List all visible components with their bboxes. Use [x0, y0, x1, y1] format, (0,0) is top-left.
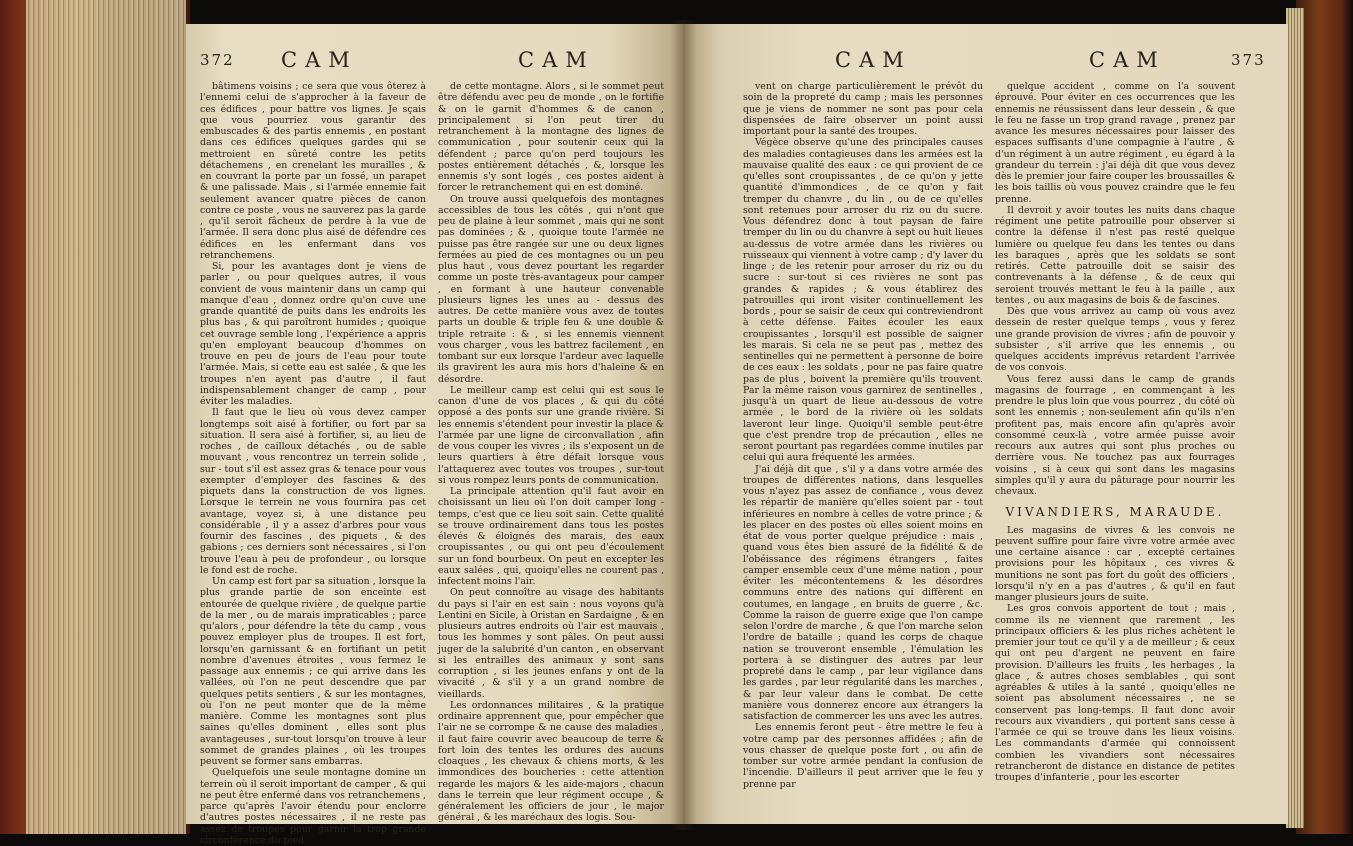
paragraph: J'ai déjà dit que , s'il y a dans votre armée des troupes de différentes nations, dans lesquelles vous n'ayez pas assez de confiance , vous devez les répartir de manière qu'elles soient par - tout inférieures en nombre à celles de votre prince ; & les placer en des postes où elles soient moins en état de vous porter quelque préjudice : mais , quand vous êtes bien assuré de la fidélité & de l'obéissance des régimens étrangers , faites camper ensemble ceux d'une même nation , pour éviter les mécontentemens & les désordres communs entre des nations qui diffèrent en coutumes, en langage , en bruits de guerre , &c. Comme la raison de guerre exige que l'on campe selon l'ordre de marche , & que l'on marche selon l'ordre de bataille ; quand les corps de chaque nation se trouveront ensemble , l'émulation les portera à se distinguer des autres par leur propreté dans le camp , par leur vigilance dans les gardes , par leur régularité dans les marches , & par leur valeur dans le combat. De cette manière vous donnerez encore aux étrangers la satisfaction de commercer les uns avec les autres.	[743, 463, 983, 722]
paragraph: Les magasins de vivres & les convois ne peuvent suffire pour faire vivre votre armée avec une certaine aisance : car , excepté certaines provisions pour les hôpitaux , ces vivres & munitions ne sont pas fort du goût des officiers , lorsqu'il n'y en a pas d'autres , & qu'il en faut manger plusieurs jours de suite.	[995, 524, 1235, 603]
left-column-1	[200, 81, 426, 846]
right-column-1	[743, 81, 983, 790]
book-gutter	[670, 20, 696, 830]
paragraph: de cette montagne. Alors , si le sommet peut être défendu avec peu de monde , on le fortifie & on le garnit d'hommes & de canon , principalement si l'on peut tirer du retranchement à la montagne des lignes de communication , pour soutenir ceux qui la défendent ; parce qu'on perd toujours les postes entièrement détachés , &, lorsque les ennemis s'y sont logés , ces postes aident à forcer le retranchement qui en est dominé.	[438, 81, 664, 194]
paragraph: Végèce observe qu'une des principales causes des maladies contagieuses dans les armées est la mauvaise qualité des eaux : ce qui provient de ce qu'elles sont croupissantes , de ce qu'on y jette quantité d'immondices , de ce qu'on y fait tremper du chanvre , du lin , ou de ce qu'elles sont retenues pour arroser du riz ou du sucre. Vous défendrez donc à tout paysan de faire tremper du lin ou du chanvre à sept ou huit lieues au-dessus de votre armée dans les rivières ou ruisseaux qui viennent à votre camp ; d'y laver du linge ; de les retenir pour arroser du riz ou du sucre : sur-tout si ces rivières ne sont pas grandes & rapides ; & vous établirez des patrouilles qui iront visiter continuellement les bords , pour se saisir de ceux qui contreviendront à cette défense. Faites écouler les eaux croupissantes , lorsqu'il est possible de saigner les marais. Si cela ne se peut pas , mettez des sentinelles qui ne permettent à personne de boire de ces eaux : les soldats , pour ne pas faire quatre pas de plus , boivent la première qu'ils trouvent. Par la même raison vous garnirez de sentinelles , jusqu'à un quart de lieue au-dessous de votre armée , le bord de la rivière où les soldats laveront leur linge. Quoiqu'il semble peut-être que c'est prendre trop de précaution , elles ne seront pourtant pas regardées comme inutiles par celui qui aura fréquenté les armées.	[743, 137, 983, 464]
left-page-edges	[26, 0, 186, 834]
left-running-head-1: CAM	[281, 48, 358, 72]
left-page-number: 372	[200, 51, 235, 69]
paragraph: Un camp est fort par sa situation , lorsque la plus grande partie de son enceinte est entourée de quelque rivière , de quelque partie de la mer , ou de marais impraticables ; parce qu'alors , pour défendre la tête du camp , vous pouvez employer plus de troupes. Il est fort, lorsqu'en garnissant & en fortifiant un petit nombre d'avenues étroites , vous fermez le passage aux ennemis ; ce qui arrive dans les vallées, où l'on ne peut descendre que par quelques petits sentiers , & sur les montagnes, où l'on ne peut monter que de la même manière. Comme les montagnes sont plus saines qu'elles dominent , elles sont plus avantageuses , sur-tout lorsqu'on trouve à leur sommet de grandes plaines , où les troupes peuvent se former sans embarras.	[200, 576, 426, 767]
paragraph: Quelquefois une seule montagne domine un terrein où il seroit important de camper , & qui ne peut être enfermé dans vos retranchemens , parce qu'après l'avoir étendu pour enclorre d'autres postes nécessaires , il ne reste pas assez de troupes pour garnir la trop grande circonférence du pied	[200, 767, 426, 846]
paragraph: On trouve aussi quelquefois des montagnes accessibles de tous les côtés , qui n'ont que peu de plaine à leur sommet , mais qui ne sont pas dominées ; & , quoique toute l'armée ne puisse pas être rangée sur une ou deux lignes fermées au pied de ces montagnes ou un peu plus haut , vous devez pourtant les regarder comme un poste très-avantageux pour camper , en formant à une hauteur convenable plusieurs lignes les unes au - dessus des autres. De cette manière vous avez de toutes parts un double & triple feu & une double & triple retraite : & , si les ennemis viennent vous charger , vous les battrez facilement , en tombant sur eux lorsque l'ardeur avec laquelle ils gravirent les aura mis hors d'haleine & en désordre.	[438, 193, 664, 385]
paragraph: On peut connoître au visage des habitants du pays si l'air en est sain : nous voyons qu'à Lentini en Sicile, à Oristan en Sardaigne , & en plusieurs autres endroits où l'air est mauvais , tous les hommes y sont pâles. On peut aussi juger de la salubrité d'un canton , en observant si les entrailles des animaux y sont sans corruption , si les jeunes enfans y ont de la vivacité , & s'il y a un grand nombre de vieillards.	[438, 587, 664, 700]
left-column-2	[438, 81, 664, 824]
right-binding	[1296, 0, 1353, 834]
paragraph: bâtimens voisins ; ce sera que vous ôterez à l'ennemi celui de s'approcher à la faveur de ces édifices , pour battre vos lignes. Je sçais que vous pourriez vous garantir des embuscades & des partis ennemis , en postant dans ces édifices quelques gardes qui se mettroient en sûreté contre les petits détachemens , en crenelant les murailles , & en couvrant la porte par un fossé, un parapet & une palissade. Mais , si l'armée ennemie fait seulement avancer quatre pièces de canon contre ce poste , vous ne sauverez pas la garde , qu'il seroit fâcheux de perdre à la vue de l'armée. Il sera donc plus aisé de défendre ces édifices en les enfermant dans vos retranchemens.	[200, 81, 426, 261]
right-running-head-1: CAM	[835, 48, 912, 72]
paragraph: Le meilleur camp est celui qui est sous le canon d'une de vos places , & qui du côté opposé a des ponts sur une grande rivière. Si les ennemis s'étendent pour investir la place & l'armée par une ligne de circonvallation , afin de vous couper les vivres ; ils s'exposent un de leurs quartiers à être défait lorsque vous l'attaquerez avec toutes vos troupes , sur-tout si vous rompez leurs ponts de communication.	[438, 384, 664, 486]
paragraph: Il devroit y avoir toutes les nuits dans chaque régiment une petite patrouille pour observer si contre la défense il n'est pas resté quelque lumière ou quelque feu dans les tentes ou dans les baraques , après que les soldats se sont retirés. Cette patrouille doit se saisir des contrevenants à la défense , & de ceux qui seroient trouvés mettant le feu à la paille , aux tentes , ou aux magasins de bois & de fascines.	[995, 204, 1235, 306]
right-page-number: 373	[1231, 51, 1266, 69]
paragraph: Les ordonnances militaires , & la pratique ordinaire apprennent que, pour empêcher que l'air ne se corrompe & ne cause des maladies , il faut faire couvrir avec beaucoup de terre & fort loin des tentes les ordures des aucuns cloaques , les chevaux & chiens morts, & les immondices des boucheries : cette attention regarde les majors & les aide-majors , chacun dans le terrein que leur régiment occupe , & généralement les officiers de jour , le major général , & les maréchaux des logis. Sou-	[438, 699, 664, 824]
paragraph: Si, pour les avantages dont je viens de parler , ou pour quelques autres, il vous convient de vous maintenir dans un camp qui manque d'eau , donnez ordre qu'on cuve une grande quantité de puits dans les endroits les plus bas , & qui paroîtront humides ; quoique cet ouvrage semble long , l'expérience a appris qu'en employant beaucoup d'hommes on trouve en peu de jours de l'eau pour toute l'armée. Mais, si cette eau est salée , & que les troupes n'en ayent pas d'autre , il faut indispensablement changer de camp , pour éviter les maladies.	[200, 261, 426, 407]
right-column-2	[995, 81, 1235, 783]
paragraph: quelque accident , comme on l'a souvent éprouvé. Pour éviter en ces occurrences que les ennemis ne réussissent dans leur dessein , & que le feu ne fasse un trop grand ravage , prenez par avance les mesures nécessaires pour laisser des espaces suffisants d'une compagnie à l'autre , & d'un régiment à un autre régiment , eu égard à la grandeur du terrein : j'ai déjà dit que vous devez dès le premier jour faire couper les broussailles & les bois taillis où vous pouvez craindre que le feu prenne.	[995, 81, 1235, 205]
paragraph: Il faut que le lieu où vous devez camper longtemps soit aisé à fortifier, ou fort par sa situation. Il sera aisé à fortifier, si, au lieu de roches , de cailloux détachés , ou de sable mouvant , vous rencontrez un terrein solide , sur - tout s'il est assez gras & tenace pour vous exempter d'employer des fascines & des piquets dans la construction de vos lignes. Lorsque le terrein ne vous fournira pas cet avantage, voyez si, à une distance peu considérable , il y a assez d'arbres pour vous fournir des fascines , des piquets , & des gabions ; ces derniers sont nécessaires , si l'on trouve l'eau à peu de profondeur , ou lorsque le fond est de roche.	[200, 407, 426, 576]
right-page	[683, 24, 1288, 824]
left-page	[186, 24, 683, 846]
left-running-head-2: CAM	[518, 48, 595, 72]
paragraph: Les gros convois apportent de tout ; mais , comme ils ne viennent que rarement , les principaux officiers & les plus riches achètent le premier jour tout ce qu'il y a de meilleur ; & ceux qui ont peu d'argent ne peuvent en faire provision. D'ailleurs les fruits , les herbages , la glace , & autres choses semblables , qui sont agréables & utiles à la santé , quoiqu'elles ne soient pas absolument nécessaires , ne se conservent pas long-temps. Il faut donc avoir recours aux vivandiers , qui portent sans cesse à l'armée ce qui se trouve dans les lieux voisins. Les commandants d'armée qui connoissent combien les vivandiers sont nécessaires retrancheront de distance en distance de petites troupes d'infanterie , pour les escorter	[995, 603, 1235, 783]
paragraph: Les ennemis feront peut - être mettre le feu à votre camp par des personnes affidées ; afin de vous chasser de quelque poste fort , ou afin de tomber sur votre armée pendant la confusion de l'incendie. D'ailleurs il peut arriver que le feu y prenne par	[743, 722, 983, 790]
paragraph: La principale attention qu'il faut avoir en choisissant un lieu où l'on doit camper long - temps, c'est que ce lieu soit sain. Cette qualité se trouve ordinairement dans tous les postes élevés & éloignés des marais, des eaux croupissantes , ou qui ont peu d'écoulement sur un fond bourbeux. On peut en excepter les eaux salées , qui, quoiqu'elles ne courent pas , infectent moins l'air.	[438, 486, 664, 587]
paragraph: vent on charge particulièrement le prévôt du soin de la propreté du camp ; mais les personnes que je viens de nommer ne sont pas pour cela dispensées de faire observer un point aussi important pour la santé des troupes.	[743, 81, 983, 137]
right-page-edges	[1286, 8, 1304, 828]
section-title: VIVANDIERS, MARAUDE.	[1005, 505, 1225, 520]
paragraph: Dès que vous arrivez au camp où vous avez dessein de rester quelque temps , vous y ferez une grande provision de vivres ; afin de pouvoir y subsister , s'il arrive que les ennemis , ou quelques accidents imprévus retardent l'arrivée de vos convois.	[995, 306, 1235, 374]
paragraph: Vous ferez aussi dans le camp de grands magasins de fourrage , en commençant à les prendre le plus loin que vous pourrez , du côté où sont les ennemis ; non-seulement afin qu'ils n'en profitent pas, mais encore afin qu'après avoir consommé ceux-là , votre armée puisse avoir recours aux autres qui sont plus proches ou derrière vous. Ne touchez pas aux fourrages voisins , si à ceux qui sont dans les magasins simples qu'il y aura du pâturage pour nourrir les chevaux.	[995, 373, 1235, 497]
right-running-head-2: CAM	[1089, 48, 1166, 72]
